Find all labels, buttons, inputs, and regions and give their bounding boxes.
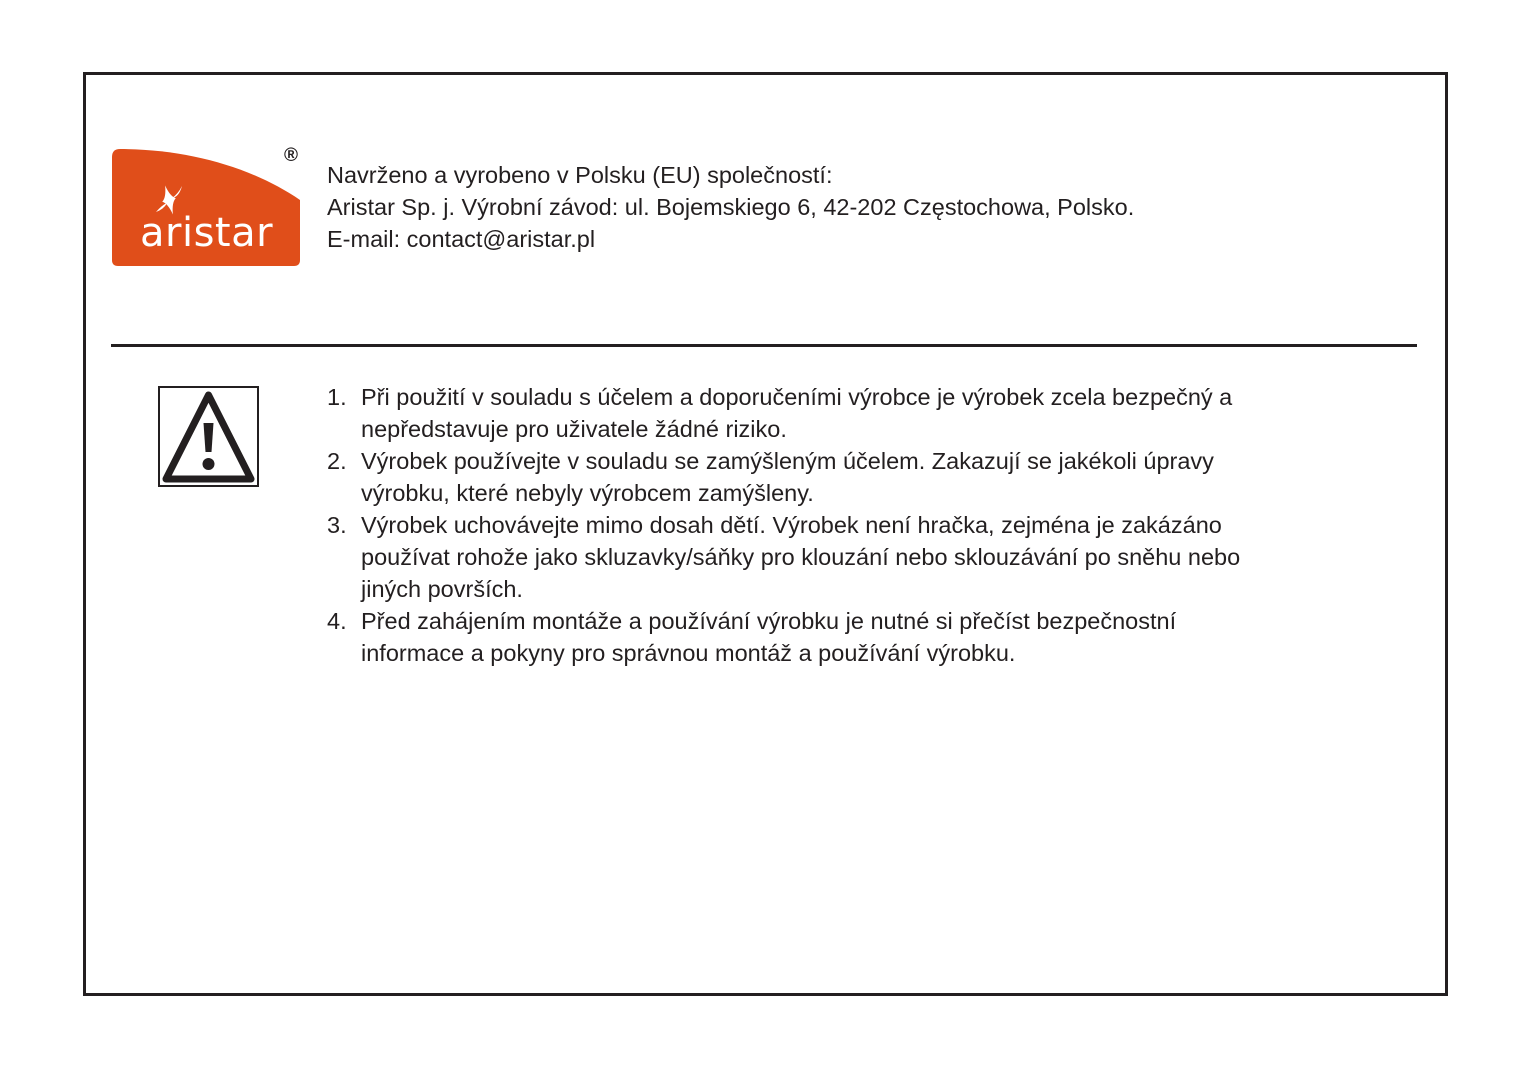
item-line: Výrobek používejte v souladu se zamýšleným účelem. Zakazují se jakékoli úpravy [361,448,1214,474]
logo-wordmark: aristar [140,210,274,256]
company-info [327,159,1134,255]
safety-item-1 [327,381,1387,445]
safety-item-2 [327,445,1387,509]
item-number: 4. [327,608,347,634]
company-line-2: Aristar Sp. j. Výrobní závod: ul. Bojemskiego 6, 42-202 Częstochowa, Polsko. [327,194,1135,220]
warning-triangle-icon [158,386,259,487]
aristar-logo [112,145,304,269]
item-number: 1. [327,384,347,410]
section-divider [111,344,1417,347]
company-line-1: Navrženo a vyrobeno v Polsku (EU) společností: [327,162,833,188]
safety-instructions-list [327,381,1387,669]
item-line: Při použití v souladu s účelem a doporučeními výrobce je výrobek zcela bezpečný a [361,384,1233,410]
item-line: používat rohože jako skluzavky/sáňky pro klouzání nebo sklouzávání po sněhu nebo [361,544,1241,570]
safety-item-3 [327,509,1387,605]
item-line: informace a pokyny pro správnou montáž a používání výrobku. [361,640,1016,666]
item-line: Před zahájením montáže a používání výrobku je nutné si přečíst bezpečnostní [361,608,1177,634]
company-email: E-mail: contact@aristar.pl [327,226,596,252]
registered-mark: ® [284,145,298,166]
item-line: výrobku, které nebyly výrobcem zamýšleny. [361,480,814,506]
item-number: 3. [327,512,347,538]
item-line: Výrobek uchovávejte mimo dosah dětí. Výrobek není hračka, zejména je zakázáno [361,512,1222,538]
item-line: nepředstavuje pro uživatele žádné riziko. [361,416,787,442]
item-number: 2. [327,448,347,474]
safety-item-4 [327,605,1387,669]
item-line: jiných površích. [361,576,523,602]
